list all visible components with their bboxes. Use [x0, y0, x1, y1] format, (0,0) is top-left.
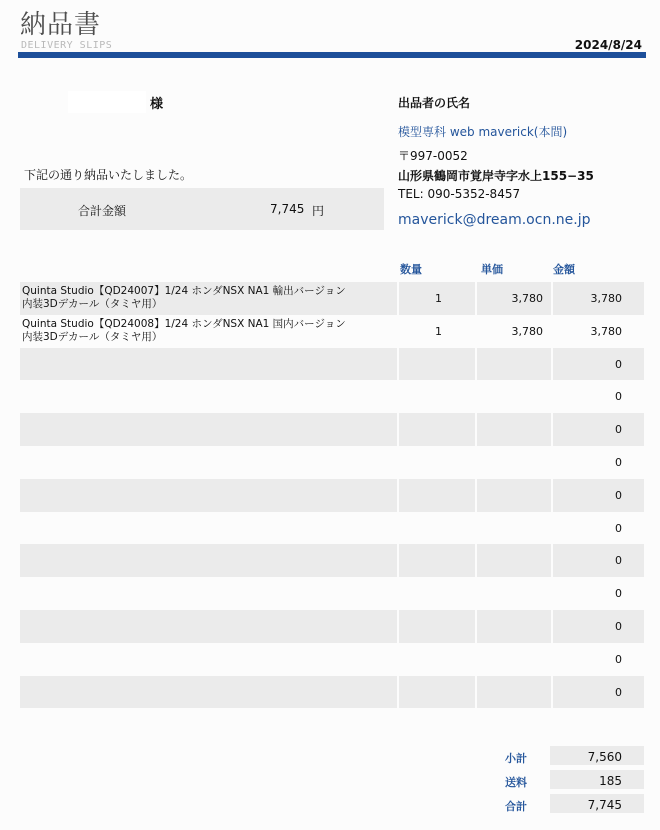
recipient-name-redaction [68, 91, 146, 113]
item-amount-cell [553, 577, 644, 610]
table-row [20, 643, 644, 676]
table-row [20, 348, 644, 381]
item-amount-cell [553, 479, 644, 512]
item-qty-cell [399, 610, 475, 643]
item-price-cell [477, 348, 551, 381]
item-description-cell [20, 610, 397, 643]
delivery-notice: 下記の通り納品いたしました。 [24, 168, 193, 182]
seller-name: 模型専科 web maverick(本間) [398, 125, 568, 139]
table-row [20, 413, 644, 446]
item-amount: 0 [615, 423, 622, 437]
item-price-cell [477, 610, 551, 643]
item-description-line-2: 内装3Dデカール（タミヤ用） [22, 330, 163, 343]
table-row [20, 544, 644, 577]
item-amount: 0 [615, 357, 622, 371]
item-qty-cell [399, 282, 475, 315]
item-amount-cell [553, 610, 644, 643]
item-description-cell [20, 512, 397, 545]
shipping-box [550, 770, 644, 789]
item-price-cell [477, 643, 551, 676]
item-amount: 0 [615, 554, 622, 568]
column-header-amount: 金額 [553, 263, 575, 276]
item-description-cell [20, 676, 397, 709]
item-amount: 0 [615, 390, 622, 404]
total-amount-box [20, 188, 384, 230]
item-amount-cell [553, 380, 644, 413]
item-qty-cell [399, 512, 475, 545]
column-header-qty: 数量 [400, 263, 422, 276]
item-amount: 0 [615, 455, 622, 469]
table-row [20, 380, 644, 413]
item-qty-cell [399, 577, 475, 610]
shipping-value: 185 [599, 774, 622, 788]
item-price-cell [477, 577, 551, 610]
item-amount-cell [553, 544, 644, 577]
item-description-line-1: Quinta Studio【QD24007】1/24 ホンダNSX NA1 輸出バージョン [22, 285, 346, 297]
subtotal-value: 7,560 [587, 750, 622, 764]
item-table [20, 282, 644, 708]
item-qty: 1 [435, 324, 442, 338]
item-amount-cell [553, 676, 644, 709]
document-subtitle: DELIVERY SLIPS [21, 40, 113, 51]
item-description-cell [20, 643, 397, 676]
item-description-cell [20, 315, 397, 348]
seller-email: maverick@dream.ocn.ne.jp [398, 212, 591, 228]
table-row [20, 282, 644, 315]
seller-heading: 出品者の氏名 [398, 96, 471, 110]
item-unit-price: 3,780 [511, 292, 543, 305]
item-price-cell [477, 315, 551, 348]
item-amount: 3,780 [590, 292, 622, 305]
item-qty-cell [399, 643, 475, 676]
table-row [20, 315, 644, 348]
total-amount-value: 7,745 [270, 202, 305, 216]
table-row [20, 479, 644, 512]
item-qty-cell [399, 348, 475, 381]
item-qty: 1 [435, 292, 442, 305]
shipping-label: 送料 [505, 776, 527, 789]
item-amount: 3,780 [590, 324, 622, 338]
issue-date: 2024/8/24 [574, 38, 642, 52]
item-amount-cell [553, 315, 644, 348]
item-description-cell [20, 282, 397, 315]
total-amount-label: 合計金額 [78, 204, 127, 218]
seller-phone: TEL: 090-5352-8457 [398, 187, 521, 201]
item-amount-cell [553, 446, 644, 479]
header-rule [18, 52, 646, 58]
item-qty-cell [399, 380, 475, 413]
subtotal-label: 小計 [505, 752, 527, 765]
item-amount-cell [553, 282, 644, 315]
item-price-cell [477, 380, 551, 413]
item-amount: 0 [615, 652, 622, 666]
item-description-cell [20, 479, 397, 512]
item-price-cell [477, 512, 551, 545]
item-description-cell [20, 544, 397, 577]
item-price-cell [477, 479, 551, 512]
item-qty-cell [399, 315, 475, 348]
column-header-unit-price: 単価 [481, 263, 503, 276]
table-row [20, 676, 644, 709]
item-amount-cell [553, 348, 644, 381]
item-qty-cell [399, 446, 475, 479]
table-row [20, 610, 644, 643]
item-price-cell [477, 282, 551, 315]
item-amount-cell [553, 512, 644, 545]
item-unit-price: 3,780 [511, 324, 543, 338]
grand-total-label: 合計 [505, 800, 527, 813]
item-qty-cell [399, 544, 475, 577]
item-amount: 0 [615, 685, 622, 699]
item-qty-cell [399, 413, 475, 446]
item-description-line-2: 内装3Dデカール（タミヤ用） [22, 298, 163, 310]
item-qty-cell [399, 676, 475, 709]
item-amount: 0 [615, 619, 622, 633]
recipient-honorific: 様 [150, 97, 164, 112]
item-description-cell [20, 348, 397, 381]
table-row [20, 577, 644, 610]
item-amount-cell [553, 643, 644, 676]
table-row [20, 446, 644, 479]
seller-postal-code: 〒997-0052 [398, 149, 468, 163]
item-description-cell [20, 413, 397, 446]
item-price-cell [477, 446, 551, 479]
item-amount: 0 [615, 521, 622, 535]
item-description-cell [20, 380, 397, 413]
item-amount: 0 [615, 587, 622, 601]
document-title: 納品書 [20, 10, 102, 40]
seller-address: 山形県鶴岡市覚岸寺字水上155−35 [398, 169, 594, 183]
item-price-cell [477, 413, 551, 446]
grand-total-value: 7,745 [587, 798, 622, 812]
item-description-line-1: Quinta Studio【QD24008】1/24 ホンダNSX NA1 国内バージョン [22, 317, 346, 330]
table-row [20, 512, 644, 545]
item-amount-cell [553, 413, 644, 446]
total-amount-unit: 円 [312, 204, 325, 218]
item-price-cell [477, 676, 551, 709]
item-amount: 0 [615, 488, 622, 502]
item-price-cell [477, 544, 551, 577]
item-qty-cell [399, 479, 475, 512]
item-description-cell [20, 577, 397, 610]
item-description-cell [20, 446, 397, 479]
